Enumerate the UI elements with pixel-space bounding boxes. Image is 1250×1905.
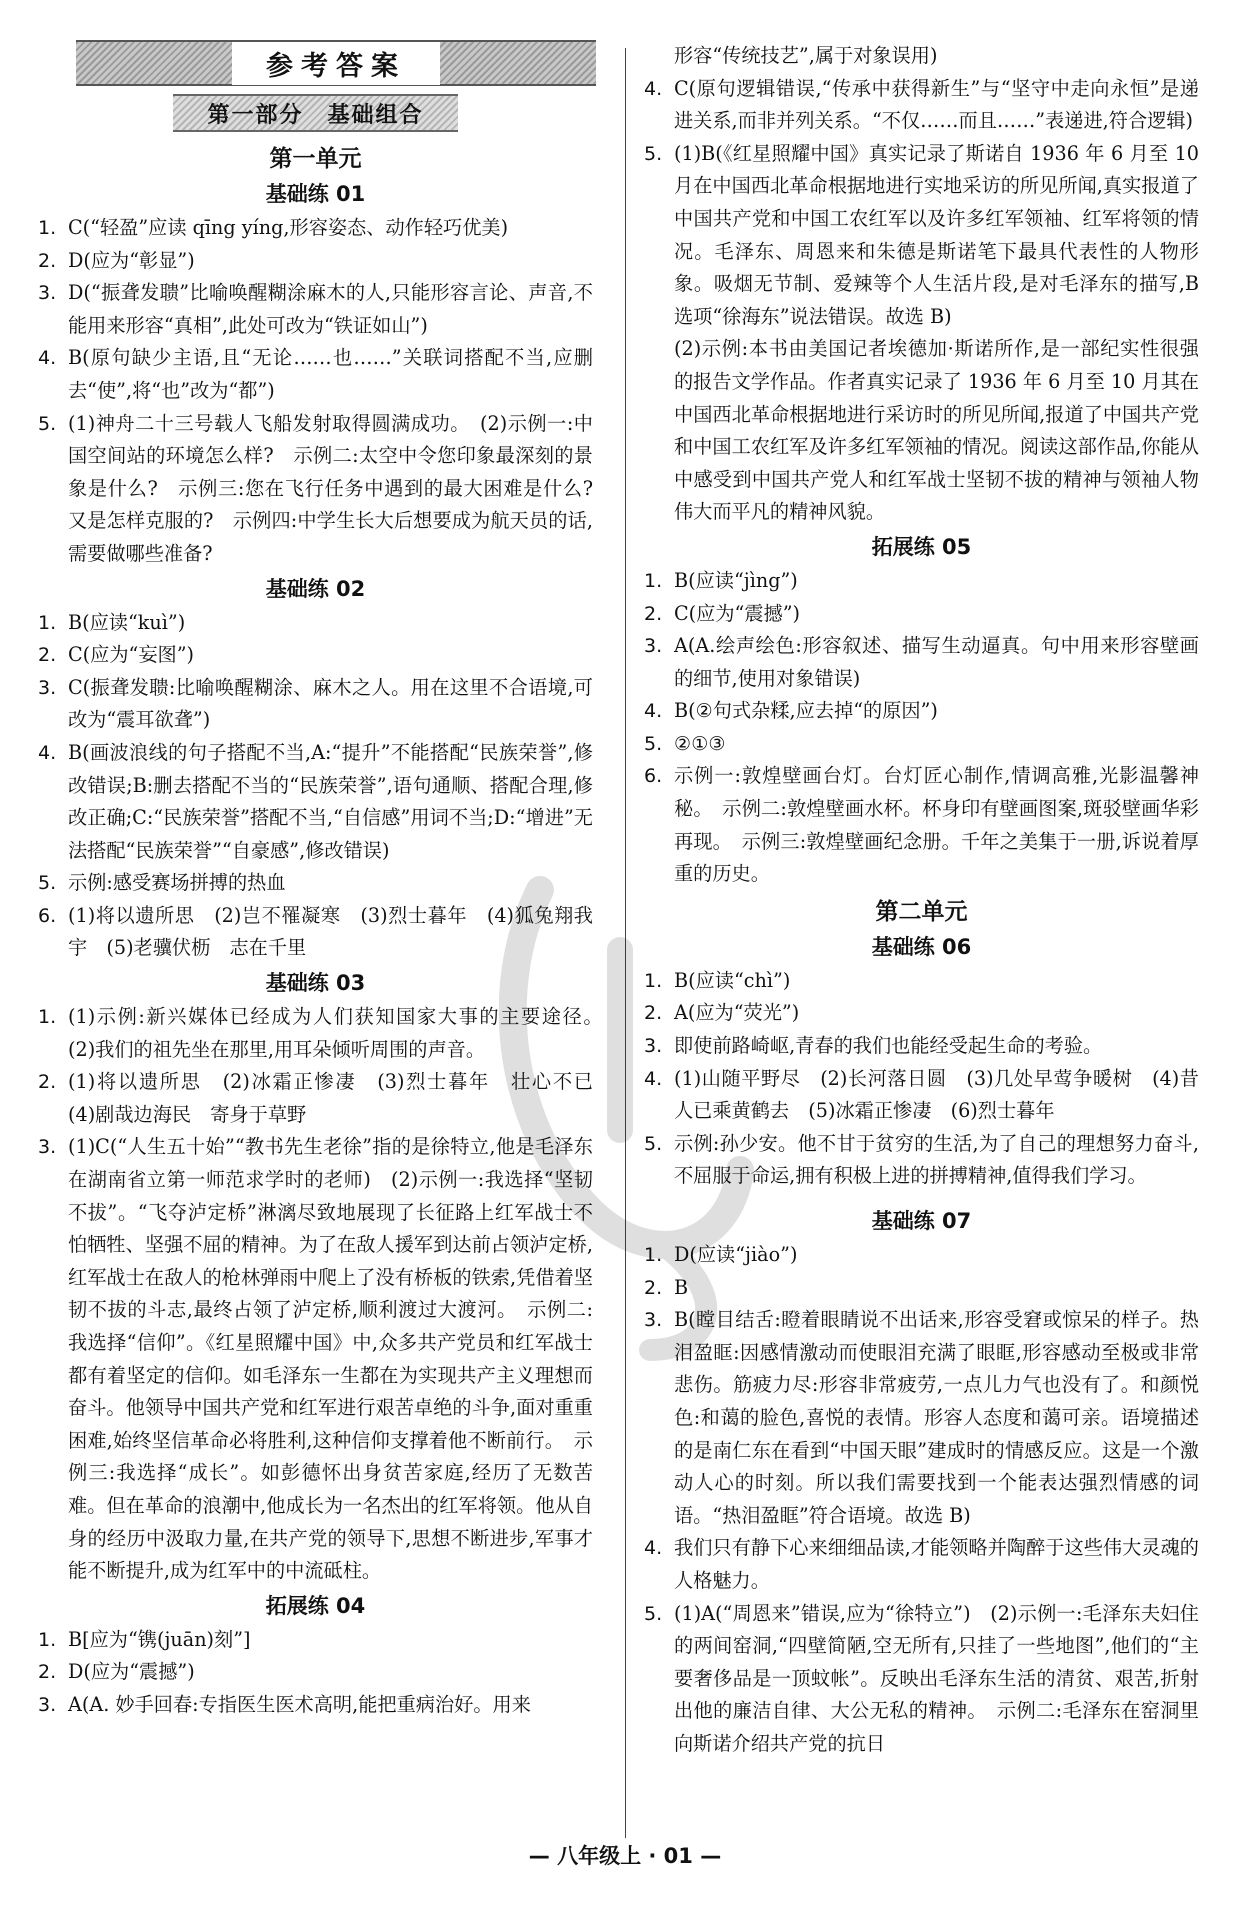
answer-number: 3. (644, 1309, 663, 1332)
answer-item (644, 630, 1199, 695)
answer-list (38, 1001, 613, 1588)
answer-item (644, 1239, 1199, 1272)
answer-text: 即使前路崎岖,青春的我们也能经受起生命的考验。 (674, 1034, 1103, 1058)
page-footer: — 八年级上 · 01 — (528, 1844, 722, 1868)
answer-item (38, 867, 593, 900)
answer-item (38, 737, 593, 867)
answer-number: 5. (38, 872, 57, 895)
answer-list (644, 1239, 1199, 1761)
answer-text: B(画波浪线的句子搭配不当,A:“提升”不能搭配“民族荣誉”,修改错误;B:删去搭配不当的“民族荣誉”,语句通顺、搭配合理,修改正确;C:“民族荣誉”搭配不当,“自信感”用词不当;D:“增进”无法搭配“民族荣誉”“自豪感”,修改错误) (68, 740, 593, 862)
answer-text: (1)C(“人生五十始”“教书先生老徐”指的是徐特立,他是毛泽东在湖南省立第一师范求学时的老师) (2)示例一:我选择“坚韧不拔”。“飞夺泸定桥”淋漓尽致地展现了长征路上红军战士不怕牺牲、坚强不屈的精神。为了在敌人援军到达前占领泸定桥,红军战士在敌人的枪林弹雨中爬上了没有桥板的铁索,凭借着坚韧不拔的斗志,最终占领了泸定桥,顺利渡过大渡河。 示例二:我选择“信仰”。《红星照耀中国》中,众多共产党员和红军战士都有着坚定的信仰。如毛泽东一生都在为实现共产主义理想而奋斗。他领导中国共产党和红军进行艰苦卓绝的斗争,面对重重困难,始终坚信革命必将胜利,这种信仰支撑着他不断前行。 示例三:我选择“成长”。如彭德怀出身贫苦家庭,经历了无数苦难。但在革命的浪潮中,他成长为一名杰出的红军将领。他从自身的经历中汲取力量,在共产党的领导下,思想不断进步,军事才能不断提升,成为红军中的中流砥柱。 (68, 1135, 593, 1583)
answer-item (38, 245, 593, 278)
answer-number: 2. (38, 1071, 57, 1094)
answer-number: 1. (38, 217, 57, 239)
answer-text: D(应为“彰显”) (68, 248, 195, 272)
answer-number: 6. (38, 904, 57, 927)
answer-item (38, 607, 593, 640)
answer-item (644, 1063, 1199, 1128)
answer-number: 5. (644, 142, 663, 165)
answer-item (38, 1624, 593, 1657)
answer-item (644, 728, 1199, 761)
answer-item (38, 277, 593, 342)
answer-text: (1)示例:新兴媒体已经成为人们获知国家大事的主要途径。 (2)我们的祖先坐在那里,用耳朵倾听周围的声音。 (68, 1005, 613, 1061)
answer-item (644, 1532, 1199, 1597)
answer-item (38, 1689, 593, 1722)
answer-number: 4. (38, 741, 57, 764)
answer-text: (1)将以遗所思 (2)冰霜正惨凄 (3)烈士暮年 壮心不已 (4)剧哉边海民 寄身于草野 (68, 1070, 613, 1126)
answer-text: B(应读“jìng”) (674, 568, 798, 592)
answer-number: 3. (38, 1693, 57, 1716)
page-title: 参考答案 (232, 42, 440, 85)
answer-text: (1)神舟二十三号载人飞船发射取得圆满成功。 (2)示例一:中国空间站的环境怎么样? 示例二:太空中令您印象最深刻的景象是什么? 示例三:您在飞行任务中遇到的最大困难是什么?又是怎样克服的? 示例四:中学生长大后想要成为航天员的话,需要做哪些准备? (68, 411, 593, 565)
answer-text: A(A.绘声绘色:形容叙述、描写生动逼真。句中用来形容壁画的细节,使用对象错误) (674, 634, 1199, 690)
answer-text: (1)将以遗所思 (2)岂不罹凝寒 (3)烈士暮年 (4)狐兔翔我宇 (5)老骥伏枥 志在千里 (68, 903, 593, 960)
answer-item (38, 212, 593, 245)
answer-item (644, 965, 1199, 998)
unit-title: 第一单元 (269, 145, 362, 172)
answer-number: 1. (644, 969, 663, 992)
answer-number: 4. (644, 77, 663, 100)
answer-list (38, 607, 593, 966)
answer-number: 2. (644, 1002, 663, 1025)
answer-item (644, 997, 1199, 1030)
answer-number: 5. (644, 1132, 663, 1155)
answer-number: 3. (38, 1136, 57, 1159)
answer-number: 2. (38, 1661, 57, 1684)
answer-list (644, 565, 1199, 891)
answer-item (38, 408, 593, 571)
answer-item (38, 342, 593, 407)
answer-number: 5. (644, 1602, 663, 1625)
answer-number: 1. (38, 611, 57, 634)
answer-item (38, 1656, 593, 1689)
answer-item (38, 1131, 593, 1587)
answer-item (38, 639, 593, 672)
section-title: 基础练 07 (871, 1209, 972, 1233)
section-title: 基础练 01 (265, 182, 366, 206)
answer-list (644, 73, 1199, 334)
answer-number: 3. (644, 1035, 663, 1058)
answer-text: C(原句逻辑错误,“传承中获得新生”与“坚守中走向永恒”是递进关系,而非并列关系。“不仅……而且……”表递进,符合逻辑) (674, 76, 1199, 133)
answer-list (644, 965, 1199, 1193)
answer-text: 我们只有静下心来细细品读,才能领略并陶醉于这些伟大灵魂的人格魅力。 (674, 1536, 1199, 1592)
answer-text: 示例一:敦煌壁画台灯。台灯匠心制作,情调高雅,光影温馨神秘。 示例二:敦煌壁画水杯。杯身印有壁画图案,斑驳壁画华彩再现。 示例三:敦煌壁画纪念册。千年之美集于一册,诉说着厚重的历史。 (674, 764, 1199, 886)
answer-item (644, 1304, 1199, 1532)
answer-item (644, 1030, 1199, 1063)
answer-text: C(应为“妄图”) (68, 643, 195, 667)
answer-list (38, 1624, 593, 1722)
answer-text: (1)A(“周恩来”错误,应为“徐特立”) (2)示例一:毛泽东夫妇住的两间窑洞,“四壁简陋,空无所有,只挂了一些地图”,他们的“主要奢侈品是一顶蚊帐”。反映出毛泽东生活的清贫、艰苦,折射出他的廉洁自律、大公无私的精神。 示例二:毛泽东在窑洞里向斯诺介绍共产党的抗日 (674, 1601, 1199, 1755)
answer-text: A(应为“荧光”) (674, 1001, 800, 1025)
answer-text: C(“轻盈”应读 qīng yíng,形容姿态、动作轻巧优美) (68, 216, 509, 239)
answer-item (644, 1598, 1199, 1761)
answer-number: 6. (644, 765, 663, 788)
answer-number: 5. (38, 412, 57, 435)
answer-text: B (674, 1275, 689, 1299)
answer-text: B(应读“kuì”) (68, 610, 186, 634)
answer-item (644, 73, 1199, 138)
answer-text: D(应读“jiào”) (674, 1243, 798, 1266)
right-column (644, 40, 1199, 1761)
answer-text: (1)B(《红星照耀中国》真实记录了斯诺自 1936 年 6 月至 10 月在中国西北革命根据地进行实地采访的所见所闻,真实报道了中国共产党和中国工农红军以及许多红军领袖、红军将领的情况。毛泽东、周恩来和朱德是斯诺笔下最具代表性的人物形象。吸烟无节制、爱辣等个人生活片段,是对毛泽东的描写,B 选项“徐海东”说法错误。故选 B) (674, 141, 1199, 328)
answer-number: 2. (644, 1276, 663, 1299)
answer-item (644, 1128, 1199, 1193)
left-column (38, 40, 613, 1722)
continued-text: 形容“传统技艺”,属于对象误用) (674, 44, 938, 67)
answer-text: D(应为“震撼”) (68, 1660, 195, 1684)
answer-number: 2. (38, 644, 57, 667)
answer-text: B(原句缺少主语,且“无论……也……”关联词搭配不当,应删去“使”,将“也”改为“都”) (68, 346, 593, 402)
answer-number: 4. (644, 1537, 663, 1560)
page-header-banner (76, 40, 596, 86)
answer-item (644, 1272, 1199, 1305)
answer-number: 3. (38, 676, 57, 699)
answer-number: 4. (38, 347, 57, 370)
section-title: 基础练 02 (265, 576, 366, 601)
answer-text: B(应读“chì”) (674, 968, 791, 992)
answer-text: 示例:感受赛场拼搏的热血 (68, 871, 286, 895)
answer-item (644, 695, 1199, 728)
answer-number: 1. (38, 1628, 57, 1651)
answer-item (38, 900, 593, 965)
continued-text: (2)示例:本书由美国记者埃德加·斯诺所作,是一部纪实性很强的报告文学作品。作者真实记录了 1936 年 6 月至 10 月其在中国西北革命根据地进行采访时的所见所闻,报道了中国共产党和中国工农红军及许多红军领袖的情况。阅读这部作品,你能从中感受到中国共产党人和红军战士坚韧不拔的精神与领袖人物伟大而平凡的精神风貌。 (674, 337, 1199, 524)
section-title: 基础练 06 (871, 934, 972, 959)
answer-number: 2. (38, 249, 57, 272)
answer-item (644, 760, 1199, 890)
answer-number: 1. (38, 1006, 57, 1029)
answer-item (38, 1001, 613, 1066)
answer-text: A(A. 妙手回春:专指医生医术高明,能把重病治好。用来 (68, 1692, 531, 1716)
answer-number: 1. (644, 1244, 663, 1266)
answer-text: B[应为“镌(juān)刻”] (68, 1627, 251, 1651)
answer-text: C(振聋发聩:比喻唤醒糊涂、麻木之人。用在这里不合语境,可改为“震耳欲聋”) (68, 675, 593, 732)
answer-item (644, 565, 1199, 598)
answer-text: D(“振聋发聩”比喻唤醒糊涂麻木的人,只能形容言论、声音,不能用来形容“真相”,此处可改为“铁证如山”) (68, 281, 593, 337)
answer-text: ②①③ (674, 731, 726, 755)
unit-title: 第二单元 (875, 897, 968, 925)
part-title: 第一部分 基础组合 (173, 94, 458, 132)
answer-list (38, 212, 593, 571)
column-divider (625, 48, 626, 1838)
answer-number: 4. (644, 1067, 663, 1090)
answer-text: B(瞠目结舌:瞪着眼睛说不出话来,形容受窘或惊呆的样子。热泪盈眶:因感情激动而使眼泪充满了眼眶,形容感动至极或非常悲伤。筋疲力尽:形容非常疲劳,一点儿力气也没有了。和颜悦色:和蔼的脸色,喜悦的表情。形容人态度和蔼可亲。语境描述的是南仁东在看到“中国天眼”建成时的情感反应。这是一个激动人心的时刻。所以我们需要找到一个能表达强烈情感的词语。“热泪盈眶”符合语境。故选 B) (674, 1308, 1199, 1527)
answer-number: 5. (644, 732, 663, 755)
answer-number: 3. (644, 635, 663, 658)
answer-number: 4. (644, 700, 663, 723)
section-title: 基础练 03 (265, 971, 366, 996)
answer-number: 3. (38, 282, 57, 305)
answer-text: (1)山随平野尽 (2)长河落日圆 (3)几处早莺争暖树 (4)昔人已乘黄鹤去 (5)冰霜正惨凄 (6)烈士暮年 (674, 1066, 1199, 1123)
answer-text: B(②句式杂糅,应去掉“的原因”) (674, 699, 938, 723)
answer-item (38, 672, 593, 737)
answer-item (38, 1066, 613, 1131)
answer-text: C(应为“震撼”) (674, 601, 801, 625)
answer-item (644, 138, 1199, 334)
answer-number: 2. (644, 602, 663, 625)
section-title: 拓展练 05 (871, 534, 972, 559)
section-title: 拓展练 04 (265, 1593, 366, 1618)
answer-item (644, 598, 1199, 631)
answer-number: 1. (644, 569, 663, 592)
answer-text: 示例:孙少安。他不甘于贫穷的生活,为了自己的理想努力奋斗,不屈服于命运,拥有积极上进的拼搏精神,值得我们学习。 (674, 1131, 1199, 1188)
